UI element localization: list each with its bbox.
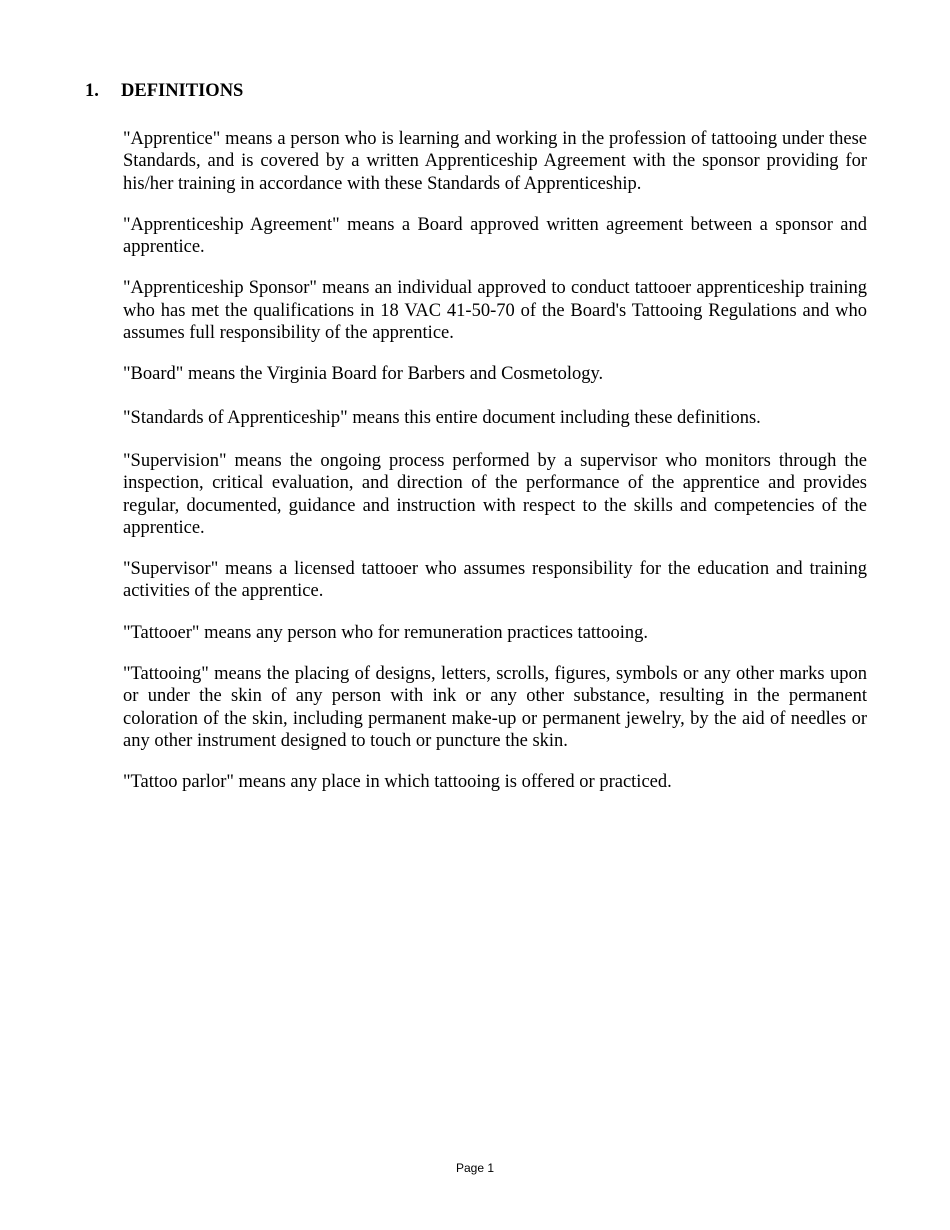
section-number: 1. bbox=[85, 81, 99, 101]
page-number: Page 1 bbox=[455, 1161, 495, 1175]
definition-standards-of-apprenticeship: "Standards of Apprenticeship" means this entire document including these definitions. bbox=[123, 407, 761, 428]
definitions-list bbox=[123, 128, 867, 813]
definition-tattooer: "Tattooer" means any person who for remuneration practices tattooing. bbox=[123, 622, 648, 643]
definition-apprentice: "Apprentice" means a person who is learning and working in the profession of tattooing under these Standards, and is covered by a written Apprenticeship Agreement with the sponsor providing for his/her training in accordance with these Standards of Apprenticeship. bbox=[123, 129, 867, 194]
definition-tattooing: "Tattooing" means the placing of designs, letters, scrolls, figures, symbols or any other marks upon or under the skin of any person with ink or any other substance, resulting in the permanent coloration of the skin, including permanent make-up or permanent jewelry, by the aid of needles or any other instrument designed to touch or puncture the skin. bbox=[123, 664, 867, 751]
definition-tattoo-parlor: "Tattoo parlor" means any place in which tattooing is offered or practiced. bbox=[123, 772, 672, 793]
definition-supervisor: "Supervisor" means a licensed tattooer who assumes responsibility for the education and training activities of the apprentice. bbox=[123, 559, 867, 602]
definition-apprenticeship-agreement: "Apprenticeship Agreement" means a Board approved written agreement between a sponsor and apprentice. bbox=[123, 214, 867, 258]
definition-apprenticeship-sponsor: "Apprenticeship Sponsor" means an individual approved to conduct tattooer apprenticeship training who has met the qualifications in 18 VAC 41-50-70 of the Board's Tattooing Regulations and who assumes full responsibility of the apprentice. bbox=[123, 278, 867, 344]
definition-supervision: "Supervision" means the ongoing process performed by a supervisor who monitors through the inspection, critical evaluation, and direction of the performance of the apprentice and provides regular, documented, guidance and instruction with respect to the skills and competencies of the apprentice. bbox=[123, 450, 867, 538]
definition-board: "Board" means the Virginia Board for Barbers and Cosmetology. bbox=[123, 364, 604, 385]
section-title: DEFINITIONS bbox=[121, 81, 244, 101]
section-heading bbox=[85, 79, 243, 103]
